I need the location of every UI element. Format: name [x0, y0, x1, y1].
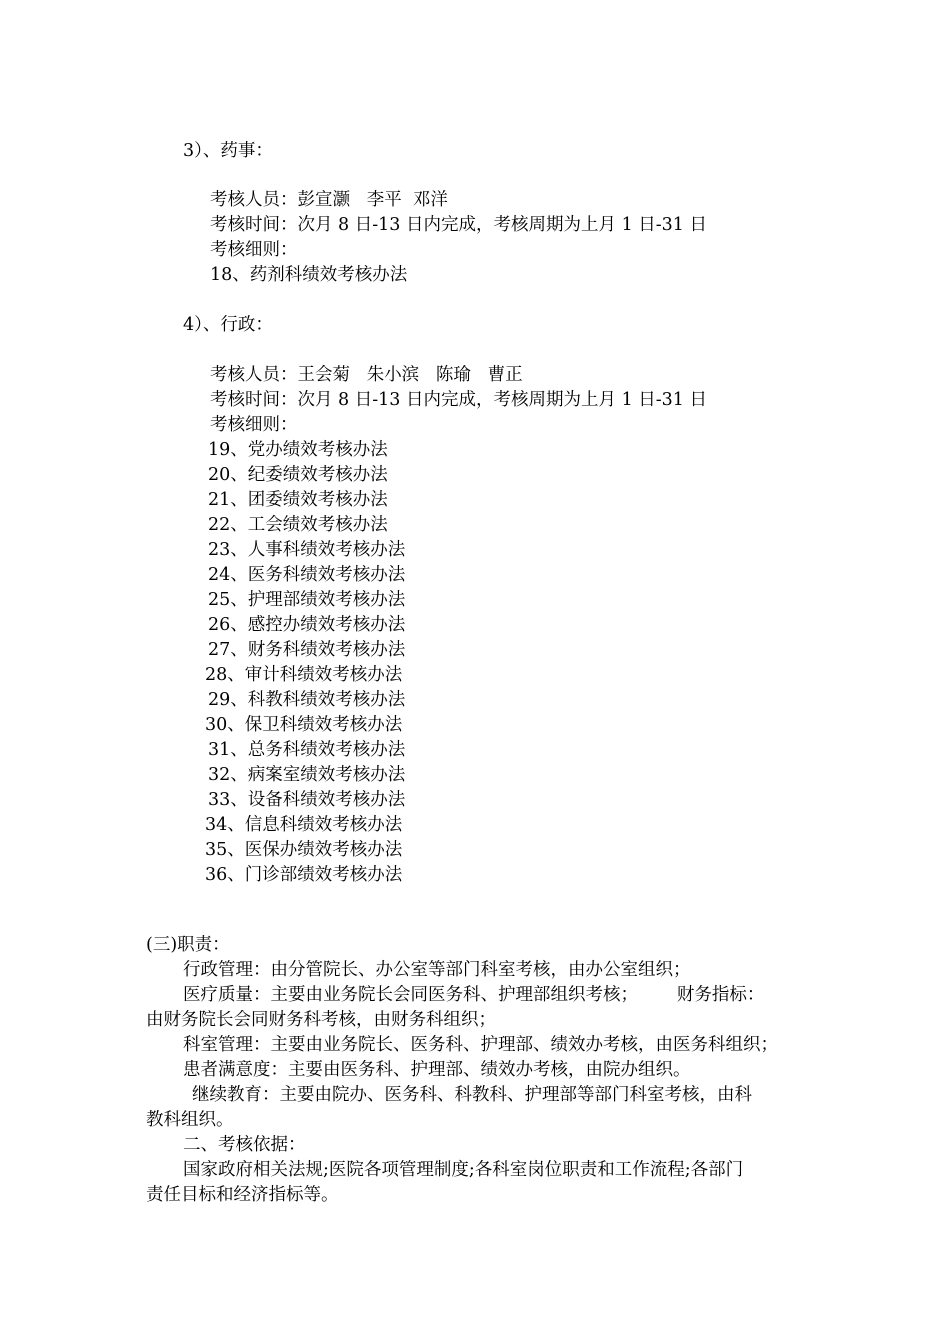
- admin-item: 28、审计科绩效考核办法: [205, 665, 403, 685]
- duties-line: 教科组织。: [146, 1110, 234, 1130]
- admin-item: 30、保卫科绩效考核办法: [205, 715, 403, 735]
- admin-item: 31、总务科绩效考核办法: [208, 740, 406, 760]
- duties-line: 由财务院长会同财务科考核，由财务科组织；: [146, 1010, 496, 1030]
- admin-item: 35、医保办绩效考核办法: [205, 840, 403, 860]
- admin-item: 36、门诊部绩效考核办法: [205, 865, 403, 885]
- admin-item: 23、人事科绩效考核办法: [208, 540, 406, 560]
- duties-line: 患者满意度：主要由医务科、护理部、绩效办考核，由院办组织。: [183, 1060, 691, 1080]
- admin-item: 19、党办绩效考核办法: [208, 440, 388, 460]
- admin-item: 34、信息科绩效考核办法: [205, 815, 403, 835]
- basis-heading: 二、考核依据：: [183, 1135, 306, 1155]
- pharmacy-detail-label: 考核细则：: [210, 240, 298, 260]
- basis-line: 责任目标和经济指标等。: [146, 1185, 339, 1205]
- duties-line: 医疗质量：主要由业务院长会同医务科、护理部组织考核； 财务指标：: [183, 985, 765, 1005]
- admin-item: 25、护理部绩效考核办法: [208, 590, 406, 610]
- admin-item: 29、科教科绩效考核办法: [208, 690, 406, 710]
- admin-item: 26、感控办绩效考核办法: [208, 615, 406, 635]
- pharmacy-time: 考核时间：次月 8 日-13 日内完成，考核周期为上月 1 日-31 日: [210, 215, 708, 235]
- basis-line: 国家政府相关法规;医院各项管理制度;各科室岗位职责和工作流程;各部门: [183, 1160, 744, 1180]
- admin-item: 20、纪委绩效考核办法: [208, 465, 388, 485]
- duties-line: 科室管理：主要由业务院长、医务科、护理部、绩效办考核，由医务科组织；: [183, 1035, 778, 1055]
- admin-item: 32、病案室绩效考核办法: [208, 765, 406, 785]
- pharmacy-item: 18、药剂科绩效考核办法: [210, 265, 408, 285]
- admin-item: 22、工会绩效考核办法: [208, 515, 388, 535]
- admin-detail-label: 考核细则：: [210, 415, 298, 435]
- pharmacy-staff: 考核人员：彭宣灏 李平 邓洋: [210, 190, 448, 210]
- pharmacy-heading: 3）、药事：: [183, 141, 273, 161]
- duties-heading: (三)职责：: [146, 935, 230, 955]
- admin-item: 27、财务科绩效考核办法: [208, 640, 406, 660]
- admin-item: 33、设备科绩效考核办法: [208, 790, 406, 810]
- admin-time: 考核时间：次月 8 日-13 日内完成，考核周期为上月 1 日-31 日: [210, 390, 708, 410]
- duties-line: 行政管理：由分管院长、办公室等部门科室考核，由办公室组织；: [183, 960, 691, 980]
- admin-staff: 考核人员：王会菊 朱小滨 陈瑜 曹正: [210, 365, 523, 385]
- duties-line: 继续教育：主要由院办、医务科、科教科、护理部等部门科室考核，由科: [192, 1085, 752, 1105]
- admin-item: 21、团委绩效考核办法: [208, 490, 388, 510]
- admin-item: 24、医务科绩效考核办法: [208, 565, 406, 585]
- admin-heading: 4）、行政：: [183, 315, 273, 335]
